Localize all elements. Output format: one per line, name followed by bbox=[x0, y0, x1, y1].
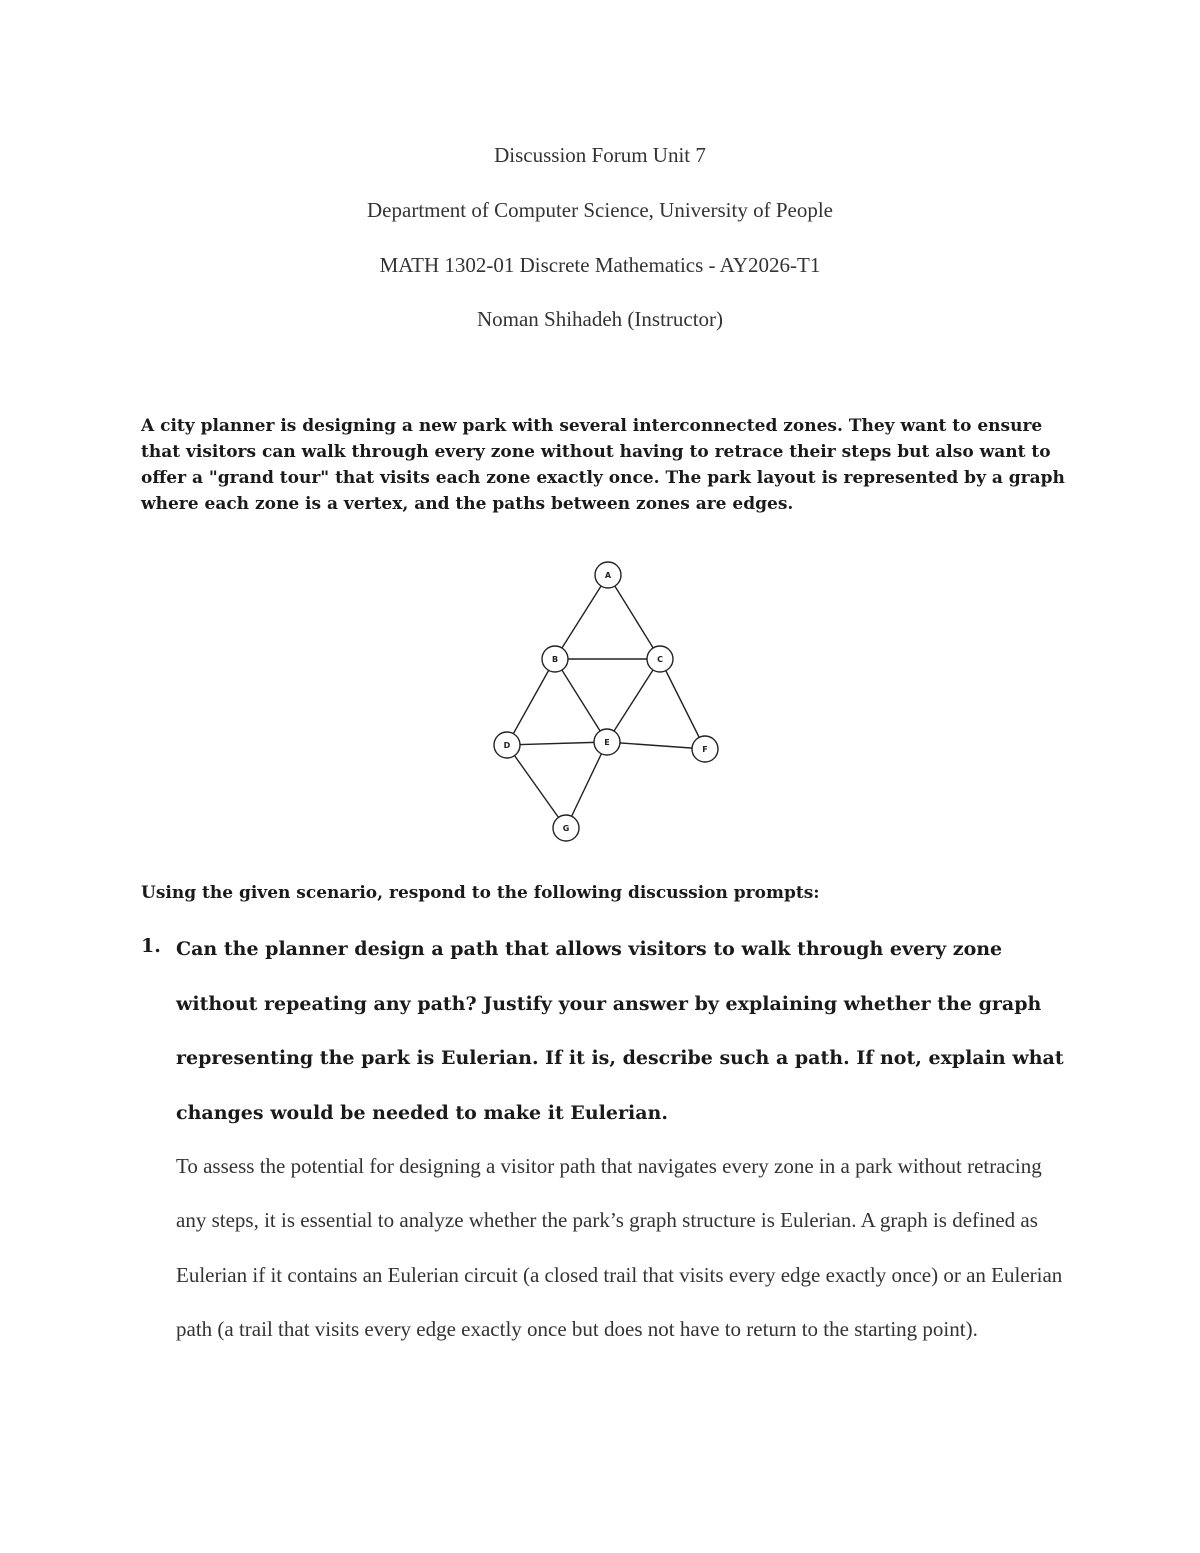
answer-paragraph: To assess the potential for designing a visitor path that navigates every zone in a park without retracing any steps, it is essential to analyze whether the park’s graph structure is Eulerian. A graph is defined as Eulerian if it contains an Eulerian circuit (a closed trail that visits every edge exactly once) or an Eulerian path (a trail that visits every edge exactly once but does not have to return to the starting point). bbox=[176, 1154, 1063, 1341]
instructor-line: Noman Shihadeh (Instructor) bbox=[476, 307, 724, 331]
graph-vertex-d bbox=[494, 732, 520, 758]
park-graph-figure bbox=[480, 555, 730, 850]
document-title: Discussion Forum Unit 7 bbox=[494, 143, 706, 167]
graph-vertex-b bbox=[542, 646, 568, 672]
graph-vertex-g bbox=[553, 815, 579, 841]
course-line: MATH 1302-01 Discrete Mathematics - AY2026-T1 bbox=[379, 253, 821, 277]
graph-nodes bbox=[494, 562, 718, 841]
discussion-instructions: Using the given scenario, respond to the following discussion prompts: bbox=[141, 883, 820, 903]
graph-edges bbox=[507, 575, 708, 828]
vertex-label: D bbox=[503, 741, 511, 750]
graph-edge-ce bbox=[607, 659, 660, 742]
graph-vertex-c bbox=[647, 646, 673, 672]
vertex-label: C bbox=[657, 655, 663, 664]
graph-edge-de bbox=[507, 742, 607, 745]
question-number: 1. bbox=[141, 935, 161, 957]
graph-vertex-e bbox=[594, 729, 620, 755]
graph-vertex-a bbox=[595, 562, 621, 588]
graph-edge-ac bbox=[608, 575, 660, 659]
question-text: Can the planner design a path that allows visitors to walk through every zone without repeating any path? Justify your answer by explaining whether the graph representing the park is Eulerian. If it is, describe such a path. If not, explain what changes would be needed to make it Eulerian. bbox=[176, 938, 1064, 1124]
graph-vertex-f bbox=[692, 736, 718, 762]
vertex-label: G bbox=[562, 824, 570, 833]
graph-edge-dg bbox=[507, 745, 566, 828]
graph-edge-bd bbox=[507, 659, 555, 745]
scenario-paragraph: A city planner is designing a new park with several interconnected zones. They want to ensure that visitors can walk through every zone without having to retrace their steps but also want to offer a "grand tour" that visits each zone exactly once. The park layout is represented by a graph where each zone is a vertex, and the paths between zones are edges. bbox=[141, 416, 1065, 514]
graph-edge-ab bbox=[555, 575, 608, 659]
vertex-label: E bbox=[604, 738, 610, 747]
graph-edge-cf bbox=[660, 659, 705, 749]
department-line: Department of Computer Science, University of People bbox=[367, 198, 833, 222]
graph-edge-eg bbox=[566, 742, 607, 828]
vertex-label: F bbox=[702, 745, 708, 754]
vertex-label: A bbox=[604, 571, 612, 580]
vertex-label: B bbox=[551, 655, 559, 664]
graph-edge-ef bbox=[607, 742, 705, 749]
graph-edge-be bbox=[555, 659, 607, 742]
